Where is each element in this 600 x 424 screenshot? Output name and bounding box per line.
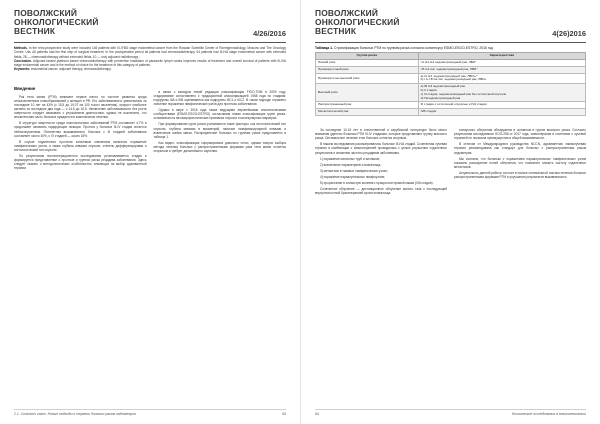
table-row — [316, 73, 586, 84]
abstract — [14, 46, 286, 72]
left-column-2 — [154, 90, 287, 173]
list-item: 4) поражение парааортальных лимфоузлов; — [320, 174, 385, 179]
abstract-conclusion: Adjuvant taxane-platinum-based chemoradiotherapy with preventive irradiation of paraaortic lymph nodes improves results of treatment and overall survival of patients with III-IVA stage endometrial cancer and is the method of choice for the treatment of this category of patients. — [14, 58, 287, 68]
left-body-columns — [14, 72, 286, 173]
issue-number: 4/26/2016 — [253, 29, 286, 38]
paragraph: сонаучного облучения обнаружены в основном в группе высокого риска. Согласно результатам исследования GOG-258 от 2017 года, химиотерапия в сочетании с лучевой терапией не показала преимущества в общей выживаемости. — [454, 128, 586, 141]
paragraph: В случае отдаленного прогноза ключевым значением являются поражение лимфатических узлов, а также глубина инвазии опухоли, степень дифференцировки и гистологический тип опухоли. — [14, 139, 147, 152]
paragraph: Рак тела матки (РТМ) занимает первое место по частоте развития среди злокачественных новообразований у женщин в РФ. Его заболеваемость увеличилась за последние 10 лет на 43% (с 15,5 до 19,07 на 100 тысяч населения), прирост наиболее активно за последние два года — с 14,5 до 16,5. Увеличение заболеваемости без роста смертности следует связывать с улучшением диагностики, однако не исключено, что значительная часть больных нуждается в комплексном лечении. — [14, 94, 147, 120]
paragraph: Сочетанное облучение — дистанционное облучение малого таза с последующей внутриполостной брахитерапией культи влагалища. — [315, 187, 447, 196]
paragraph: Актуальность данной работы состоит в поиске оптимальной тактики лечения больных распространенными формами РТМ и улучшении результатов выживаемости. — [454, 170, 586, 179]
risk-characteristic-cell: IVB стадия — [418, 109, 585, 116]
paragraph: В структуре смертности среди онкологических заболеваний РТМ составляет 4,7% и продолжает занимать лидирующие позиции. Прогноз у больных III-IV стадии остается неблагоприятным. Пятилетняя выживаемость больных с III стадией заболевания составляет около 40%, с IV стадией — около 18%. — [14, 121, 147, 138]
header-rule — [315, 42, 586, 43]
paragraph: в связи с выходом новой редакции классификации FIGO-TNM в 2009 году, стадирование сопоставлено с традиционной классификацией 1988 года по стадиям: подгруппы IIIA и IIIB оцениваются как подгруппы IIIC1 и IIIC2. В таком подходе отражено значение поражения лимфатических узлов для прогноза заболевания. — [153, 89, 286, 107]
table-header-row — [316, 53, 586, 60]
left-column-1 — [14, 72, 147, 173]
right-column-2 — [454, 128, 586, 197]
journal-title: ПОВОЛЖСКИЙ ОНКОЛОГИЧЕСКИЙ ВЕСТНИК — [315, 8, 400, 37]
risk-group-cell: Распространенный рак — [316, 102, 419, 109]
table-caption-label: Таблица 1. — [315, 46, 333, 50]
risk-characteristic-cell: III стадия с остаточной опухолью и IVA стадия — [418, 102, 585, 109]
right-page — [300, 0, 600, 424]
masthead-right — [315, 9, 586, 39]
table-row — [316, 109, 586, 116]
table-row — [316, 60, 586, 67]
table-caption-text: Стратификация больных РТМ по группам риска согласно консенсусу ESMO-ESGO-ESTRO, 2016 год — [333, 46, 493, 50]
page-number: 63 — [282, 412, 286, 416]
abstract-conclusion-label: Conclusion. — [14, 58, 32, 63]
paragraph: Однако в мире с 2016 года также ведущими европейскими онкологическими сообществами (ESMO-ESGO-ESTRO) согласована новая классификация групп риска, основанная на патоморфологических признаках опухоли и молекулярных маркерах. — [153, 108, 286, 121]
intro-heading: Введение — [14, 85, 36, 91]
risk-characteristic-cell: I B G1-G2, эндометриоидный рак, ЛВИ− — [418, 66, 585, 73]
table-row — [316, 84, 586, 102]
list-item: 1) поражение маточных труб и яичников; — [320, 156, 380, 161]
paragraph: При формировании групп риска учитываются такие факторы, как гистологический тип опухоли, глубина инвазии в миометрий, наличие лимфоваскулярной инвазии и вовлечение шейки матки. Распределение больных по группам риска представлено в таблице 1. — [153, 122, 286, 139]
list-item: 2) вовлечение параметриев и влагалища; — [320, 162, 381, 167]
page-number: 64 — [315, 412, 319, 416]
table-caption — [315, 46, 586, 50]
table-header: Характеристика — [418, 53, 585, 60]
risk-group-cell: Высокий риск — [316, 84, 419, 102]
paragraph: За последние 10-15 лет в отечественной и зарубежной литературе было много внимания уделено больным РТМ III-IV стадиями, которые представляют группу высокого риска. Оптимальное лечение этих больных остается спорным. — [315, 128, 447, 141]
journal-title: ПОВОЛЖСКИЙ ОНКОЛОГИЧЕСКИЙ ВЕСТНИК — [14, 8, 99, 37]
issue-number: 4(26)2016 — [552, 29, 586, 38]
right-body-columns — [315, 128, 586, 197]
right-column-1 — [315, 128, 447, 197]
table-header: Группа риска — [316, 53, 419, 60]
paragraph: Мы считаем, что больным с поражением парааортальных лимфатических узлов показано расширение полей облучения, что позволяет снизить частоту отдаленных метастазов. — [454, 156, 586, 169]
risk-group-cell: Промежуточно-высокий риск — [316, 73, 419, 84]
footer-section-title: Клинические исследования в онкогинекологии — [512, 412, 586, 416]
risk-group-cell: Метастатический рак — [316, 109, 419, 116]
paragraph: По результатам послеоперационного исследования устанавливается стадия и формируется представление о прогнозе и группах риска рецидива заболевания. Здесь следует сказать о методологических особенностях, влияющих на выбор адъювантной терапии. — [14, 154, 147, 171]
paragraph: Как видно, классификация сформирована довольно четко, однако вопрос выбора метода лечения больных с распространенными формами рака тела матки остается открытым и требует дальнейшего изучения. — [153, 140, 286, 153]
paragraph: В нашем исследовании рассматривались больные III-IVA стадий. Сочетанная лучевая терапия в комбинации с химиотерапией проводилась с целью улучшения отдаленных результатов и снижения частоты рецидивов заболевания. — [315, 142, 447, 155]
abstract-methods: In the retro-prospective study were included 146 patients with III-IYBG stage endometrial cancer from the Russian Scientific Center of Roentgenradiology, Moscow and The Oncology Centre, Ufa. All patients had the first step of surgical treatment. In the postoperative period all patients had chemoradiotherapy. 64 patients had III-IVA stage endometrial cancer with extended fields, 28 — chemoradiotherapy without extended fields, 10 — only adjuvant radiotherapy... — [14, 46, 286, 59]
footer-running-title: 2.1. Cordoba's cases. Новые подходы к терапии больных раком эндометрия — [14, 412, 136, 416]
masthead-left — [14, 9, 286, 39]
list-item: 3) метастазы в тазовых лимфатических узлах; — [320, 168, 388, 173]
keywords-label: Keywords: — [14, 67, 31, 72]
keywords: endometrial cancer, adjuvant therapy, chemoradiotherapy. — [30, 67, 112, 72]
table-row — [316, 102, 586, 109]
table-row — [316, 66, 586, 73]
abstract-methods-label: Methods. — [14, 46, 28, 50]
risk-characteristic-cell: I A G1-G2 эндометриоидный рак, ЛВИ− — [418, 60, 585, 67]
list-item: 5) прорастание в слизистую мочевого пузыря или прямой кишки (IVA стадия). — [320, 181, 434, 185]
right-footer — [315, 409, 586, 416]
risk-characteristic-cell: a) IB G3 эндометриоидный рак b) II стадия c) III стадия, эндометриоидный рак без остаточной опухоли d) Неэндометриоидный рак — [418, 84, 585, 102]
risk-group-cell: Низкий риск — [316, 60, 419, 67]
risk-group-cell: Промежуточный риск — [316, 66, 419, 73]
risk-table-body — [316, 60, 586, 116]
paragraph: В отличие от Международного руководства NCCN, адъювантная химиолучевая терапия рекомендована как стандарт для больных с распространенным раком эндометрия. — [454, 142, 586, 155]
header-rule — [14, 42, 286, 43]
risk-characteristic-cell: a) IA G3, эндометриоидный рак, ЛВИ+/− b) I A-I B G1-G2, эндометриоидный рак, ЛВИ+ — [418, 73, 585, 84]
left-footer — [14, 409, 286, 416]
risk-table — [315, 52, 586, 116]
